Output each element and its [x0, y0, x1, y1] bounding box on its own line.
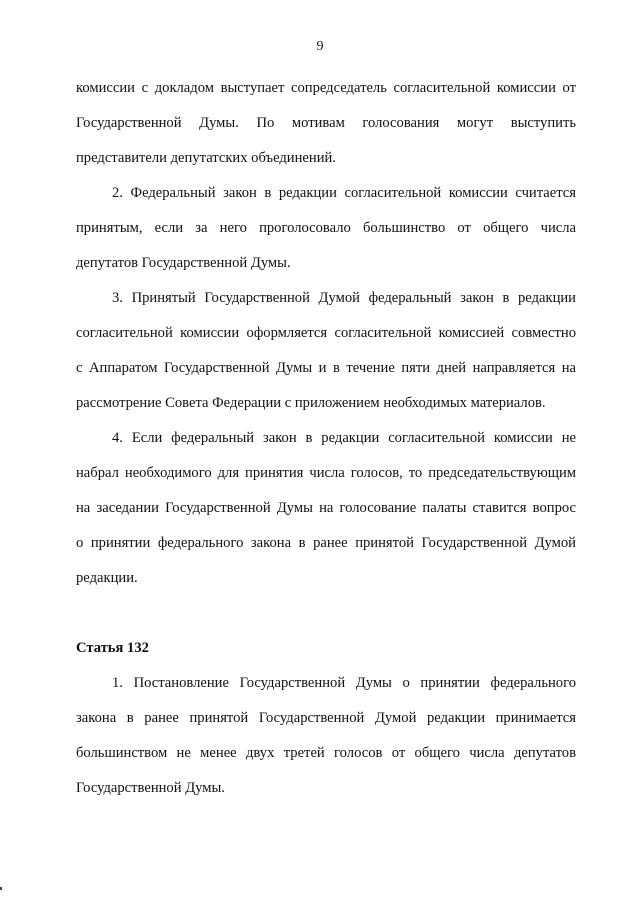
text-line: рассмотрение Совета Федерации с приложением необходимых материалов. — [76, 395, 546, 411]
text-line: на заседании Государственной Думы на голосование палаты ставится вопрос — [76, 500, 576, 516]
page-number: 9 — [316, 39, 324, 54]
text-line: 4. Если федеральный закон в редакции согласительной комиссии не — [112, 430, 576, 446]
text-line: о принятии федерального закона в ранее принятой Государственной Думой — [76, 535, 576, 551]
text-line: 3. Принятый Государственной Думой федеральный закон в редакции — [112, 290, 576, 306]
text-line: комиссии с докладом выступает сопредседатель согласительной комиссии от — [76, 80, 576, 96]
article-paragraph-1 — [76, 666, 576, 806]
paragraph-4 — [76, 421, 576, 596]
text-line: с Аппаратом Государственной Думы и в течение пяти дней направляется на — [76, 360, 576, 376]
paragraph-1-continued — [76, 71, 576, 176]
text-line: согласительной комиссии оформляется согласительной комиссией совместно — [76, 325, 576, 341]
text-line: редакции. — [76, 570, 138, 586]
text-line: Государственной Думы. По мотивам голосования могут выступить — [76, 115, 576, 131]
text-line: большинством не менее двух третей голосов от общего числа депутатов — [76, 745, 576, 761]
text-line: Государственной Думы. — [76, 780, 225, 796]
document-body — [76, 71, 576, 806]
text-line: 2. Федеральный закон в редакции согласительной комиссии считается — [112, 185, 576, 201]
text-line: 1. Постановление Государственной Думы о принятии федерального — [112, 675, 576, 691]
text-line: депутатов Государственной Думы. — [76, 255, 291, 271]
scan-artifact — [0, 887, 2, 890]
text-line: принятым, если за него проголосовало большинство от общего числа — [76, 220, 576, 236]
paragraph-3 — [76, 281, 576, 421]
text-line: представители депутатских объединений. — [76, 150, 336, 166]
section-gap — [76, 596, 576, 631]
paragraph-2 — [76, 176, 576, 281]
text-line: закона в ранее принятой Государственной Думой редакции принимается — [76, 710, 576, 726]
text-line: набрал необходимого для принятия числа голосов, то председательствующим — [76, 465, 576, 481]
article-heading: Статья 132 — [76, 640, 149, 656]
